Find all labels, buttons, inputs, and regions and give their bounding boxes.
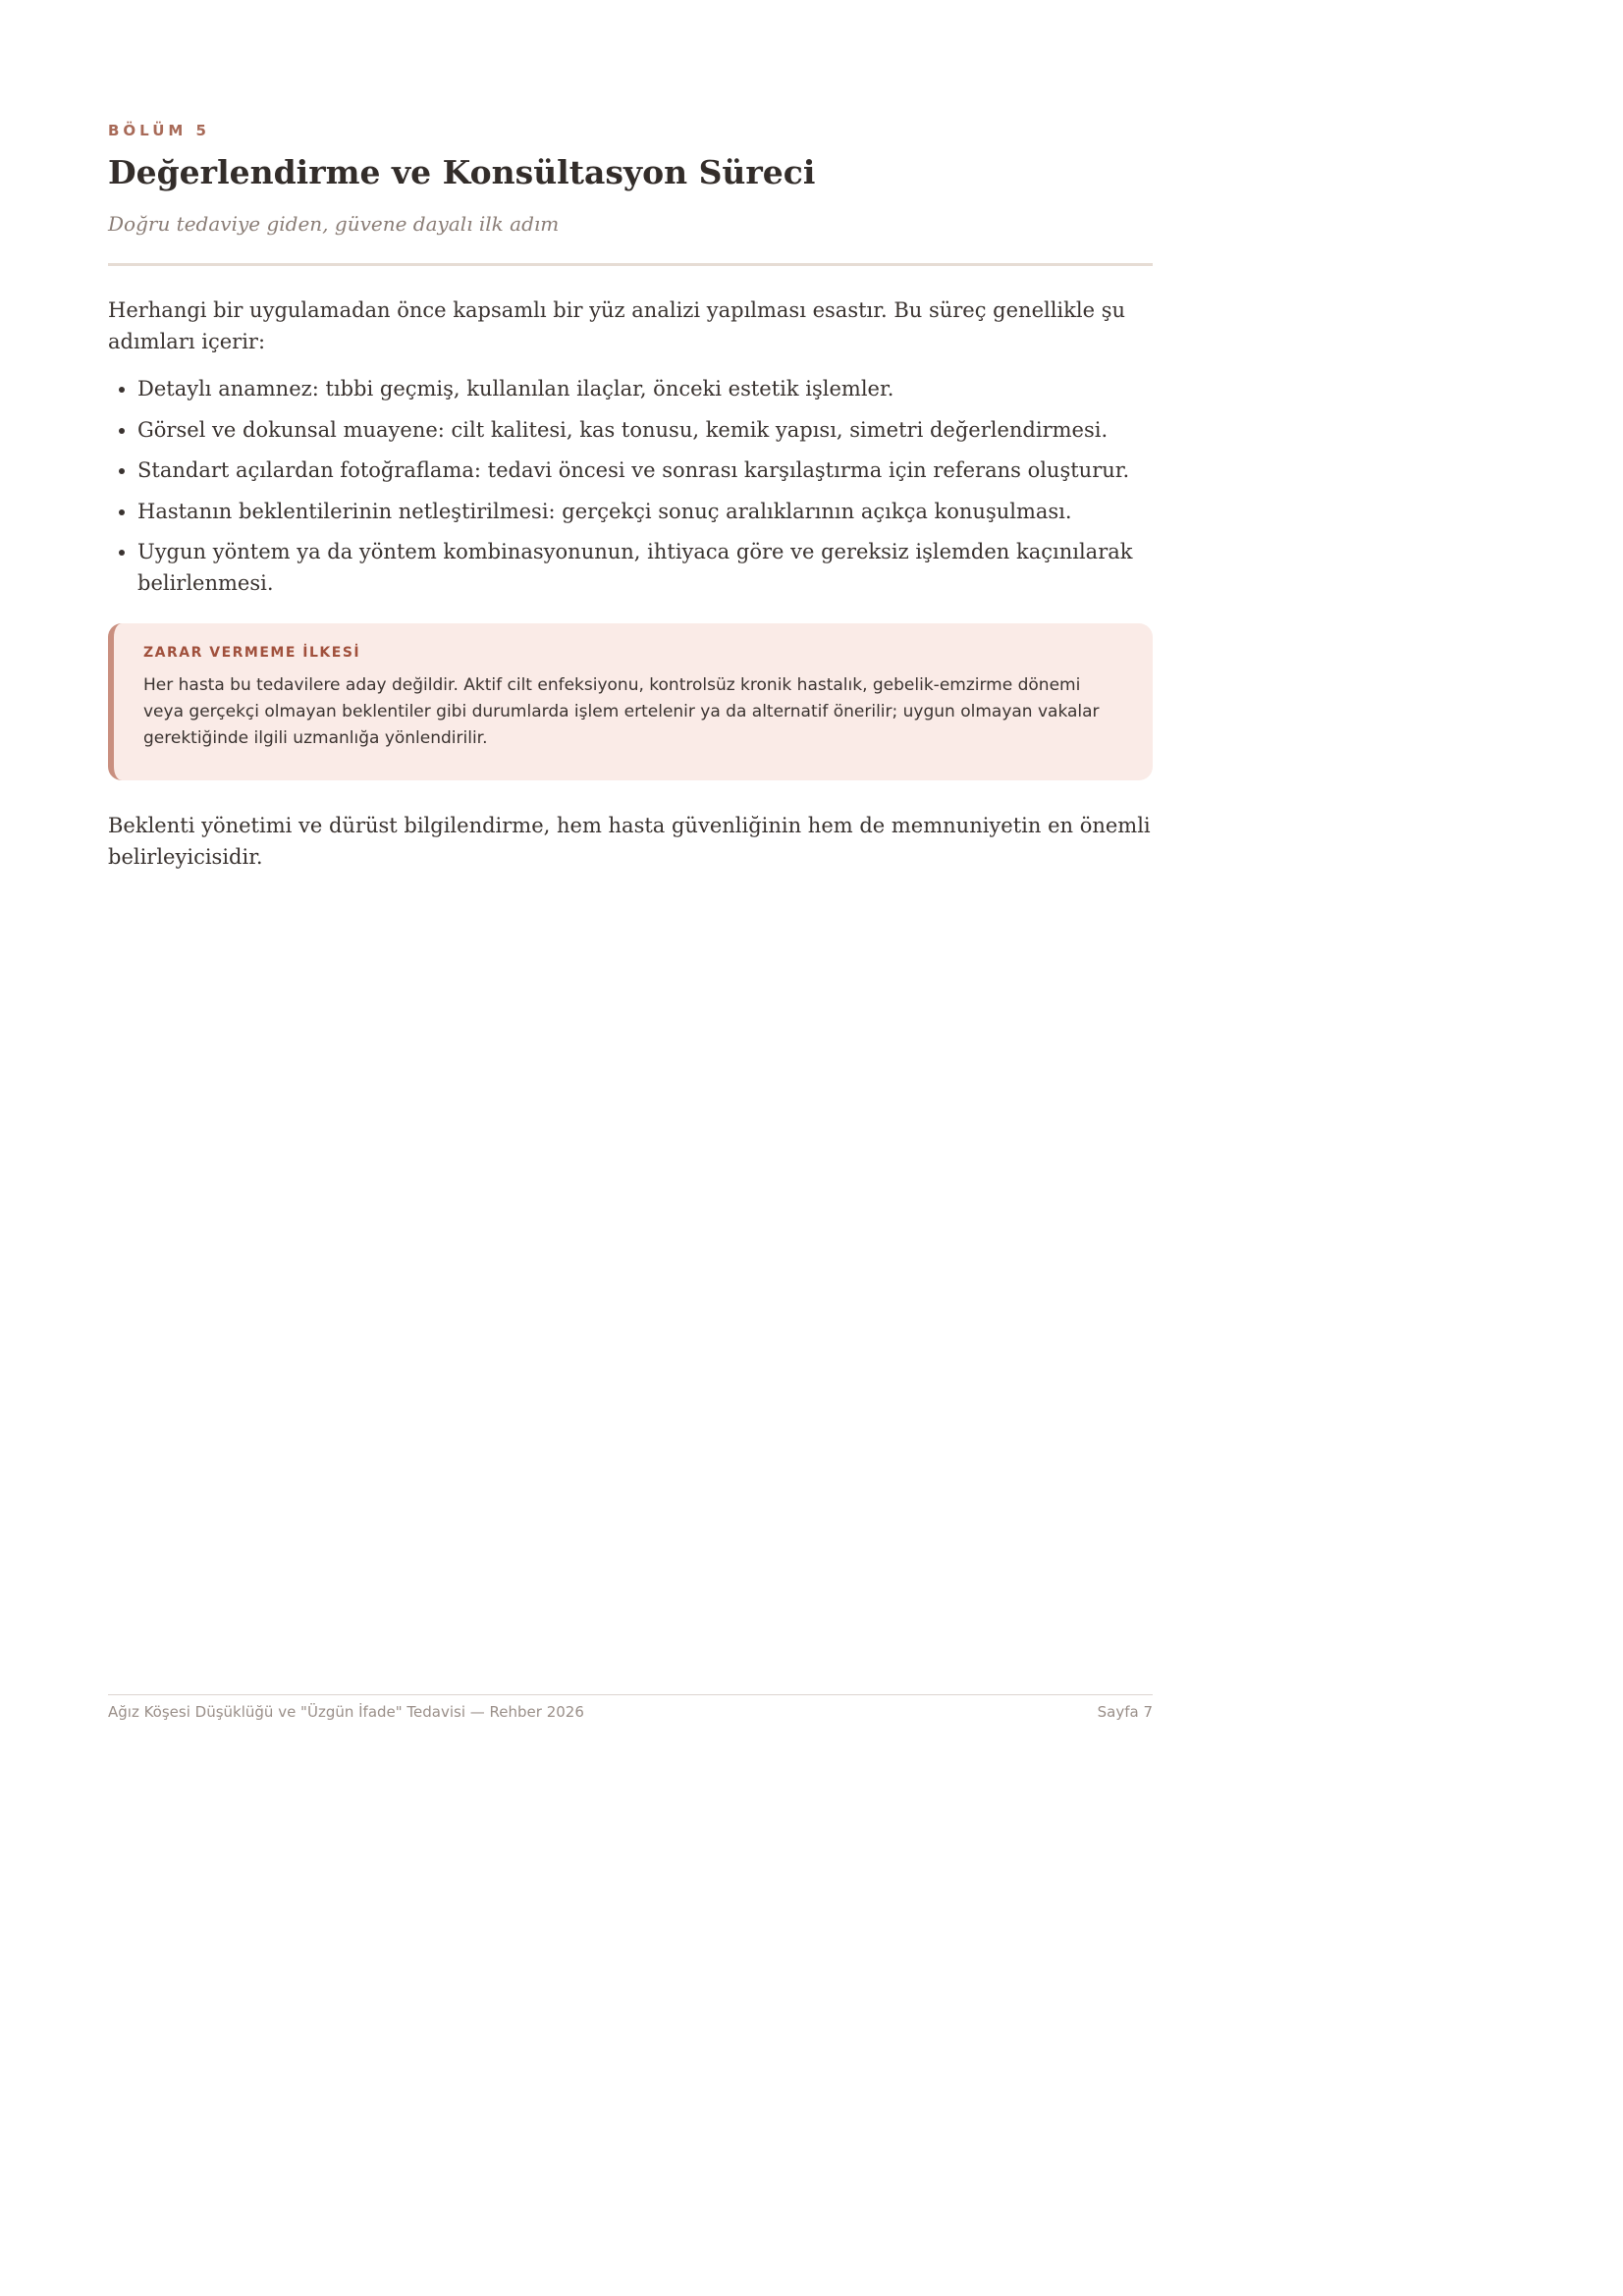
callout-box — [108, 623, 1153, 780]
assessment-steps-list — [108, 373, 1153, 609]
list-item: • Standart açılardan fotoğraflama: tedavi öncesi ve sonrası karşılaştırma için referans oluşturur. — [137, 454, 1153, 486]
list-item: • Uygun yöntem ya da yöntem kombinasyonunun, ihtiyaca göre ve gereksiz işlemden kaçınılarak belirlenmesi. — [137, 536, 1153, 599]
list-item: • Görsel ve dokunsal muayene: cilt kalitesi, kas tonusu, kemik yapısı, simetri değerlendirmesi. — [137, 414, 1153, 446]
intro-paragraph: Herhangi bir uygulamadan önce kapsamlı bir yüz analizi yapılması esastır. Bu süreç genellikle şu adımları içerir: — [108, 298, 1125, 353]
footer-divider — [108, 1694, 1153, 1695]
footer-page-number: Sayfa 7 — [1097, 1703, 1153, 1721]
callout-label: ZARAR VERMEME İLKESİ — [143, 645, 361, 661]
chapter-label: BÖLÜM 5 — [108, 122, 210, 139]
list-item: • Detaylı anamnez: tıbbi geçmiş, kullanılan ilaçlar, önceki estetik işlemler. — [137, 373, 1153, 404]
list-item: • Hastanın beklentilerinin netleştirilmesi: gerçekçi sonuç aralıklarının açıkça konuşulması. — [137, 496, 1153, 527]
chapter-subtitle: Doğru tedaviye giden, güvene dayalı ilk adım — [108, 212, 560, 236]
footer-document-title: Ağız Köşesi Düşüklüğü ve "Üzgün İfade" Tedavisi — Rehber 2026 — [108, 1703, 584, 1721]
title-divider — [108, 263, 1153, 266]
callout-text: Her hasta bu tedavilere aday değildir. Aktif cilt enfeksiyonu, kontrolsüz kronik hastalık, gebelik-emzirme dönemi veya gerçekçi olmayan beklentiler gibi durumlarda işlem ertelenir ya da alternatif önerilir; uygun olmayan vakalar gerektiğinde ilgili uzmanlığa yönlendirilir. — [143, 675, 1100, 748]
chapter-title: Değerlendirme ve Konsültasyon Süreci — [108, 153, 816, 191]
closing-paragraph: Beklenti yönetimi ve dürüst bilgilendirme, hem hasta güvenliğinin hem de memnuniyetin en önemli belirleyicisidir. — [108, 814, 1151, 869]
